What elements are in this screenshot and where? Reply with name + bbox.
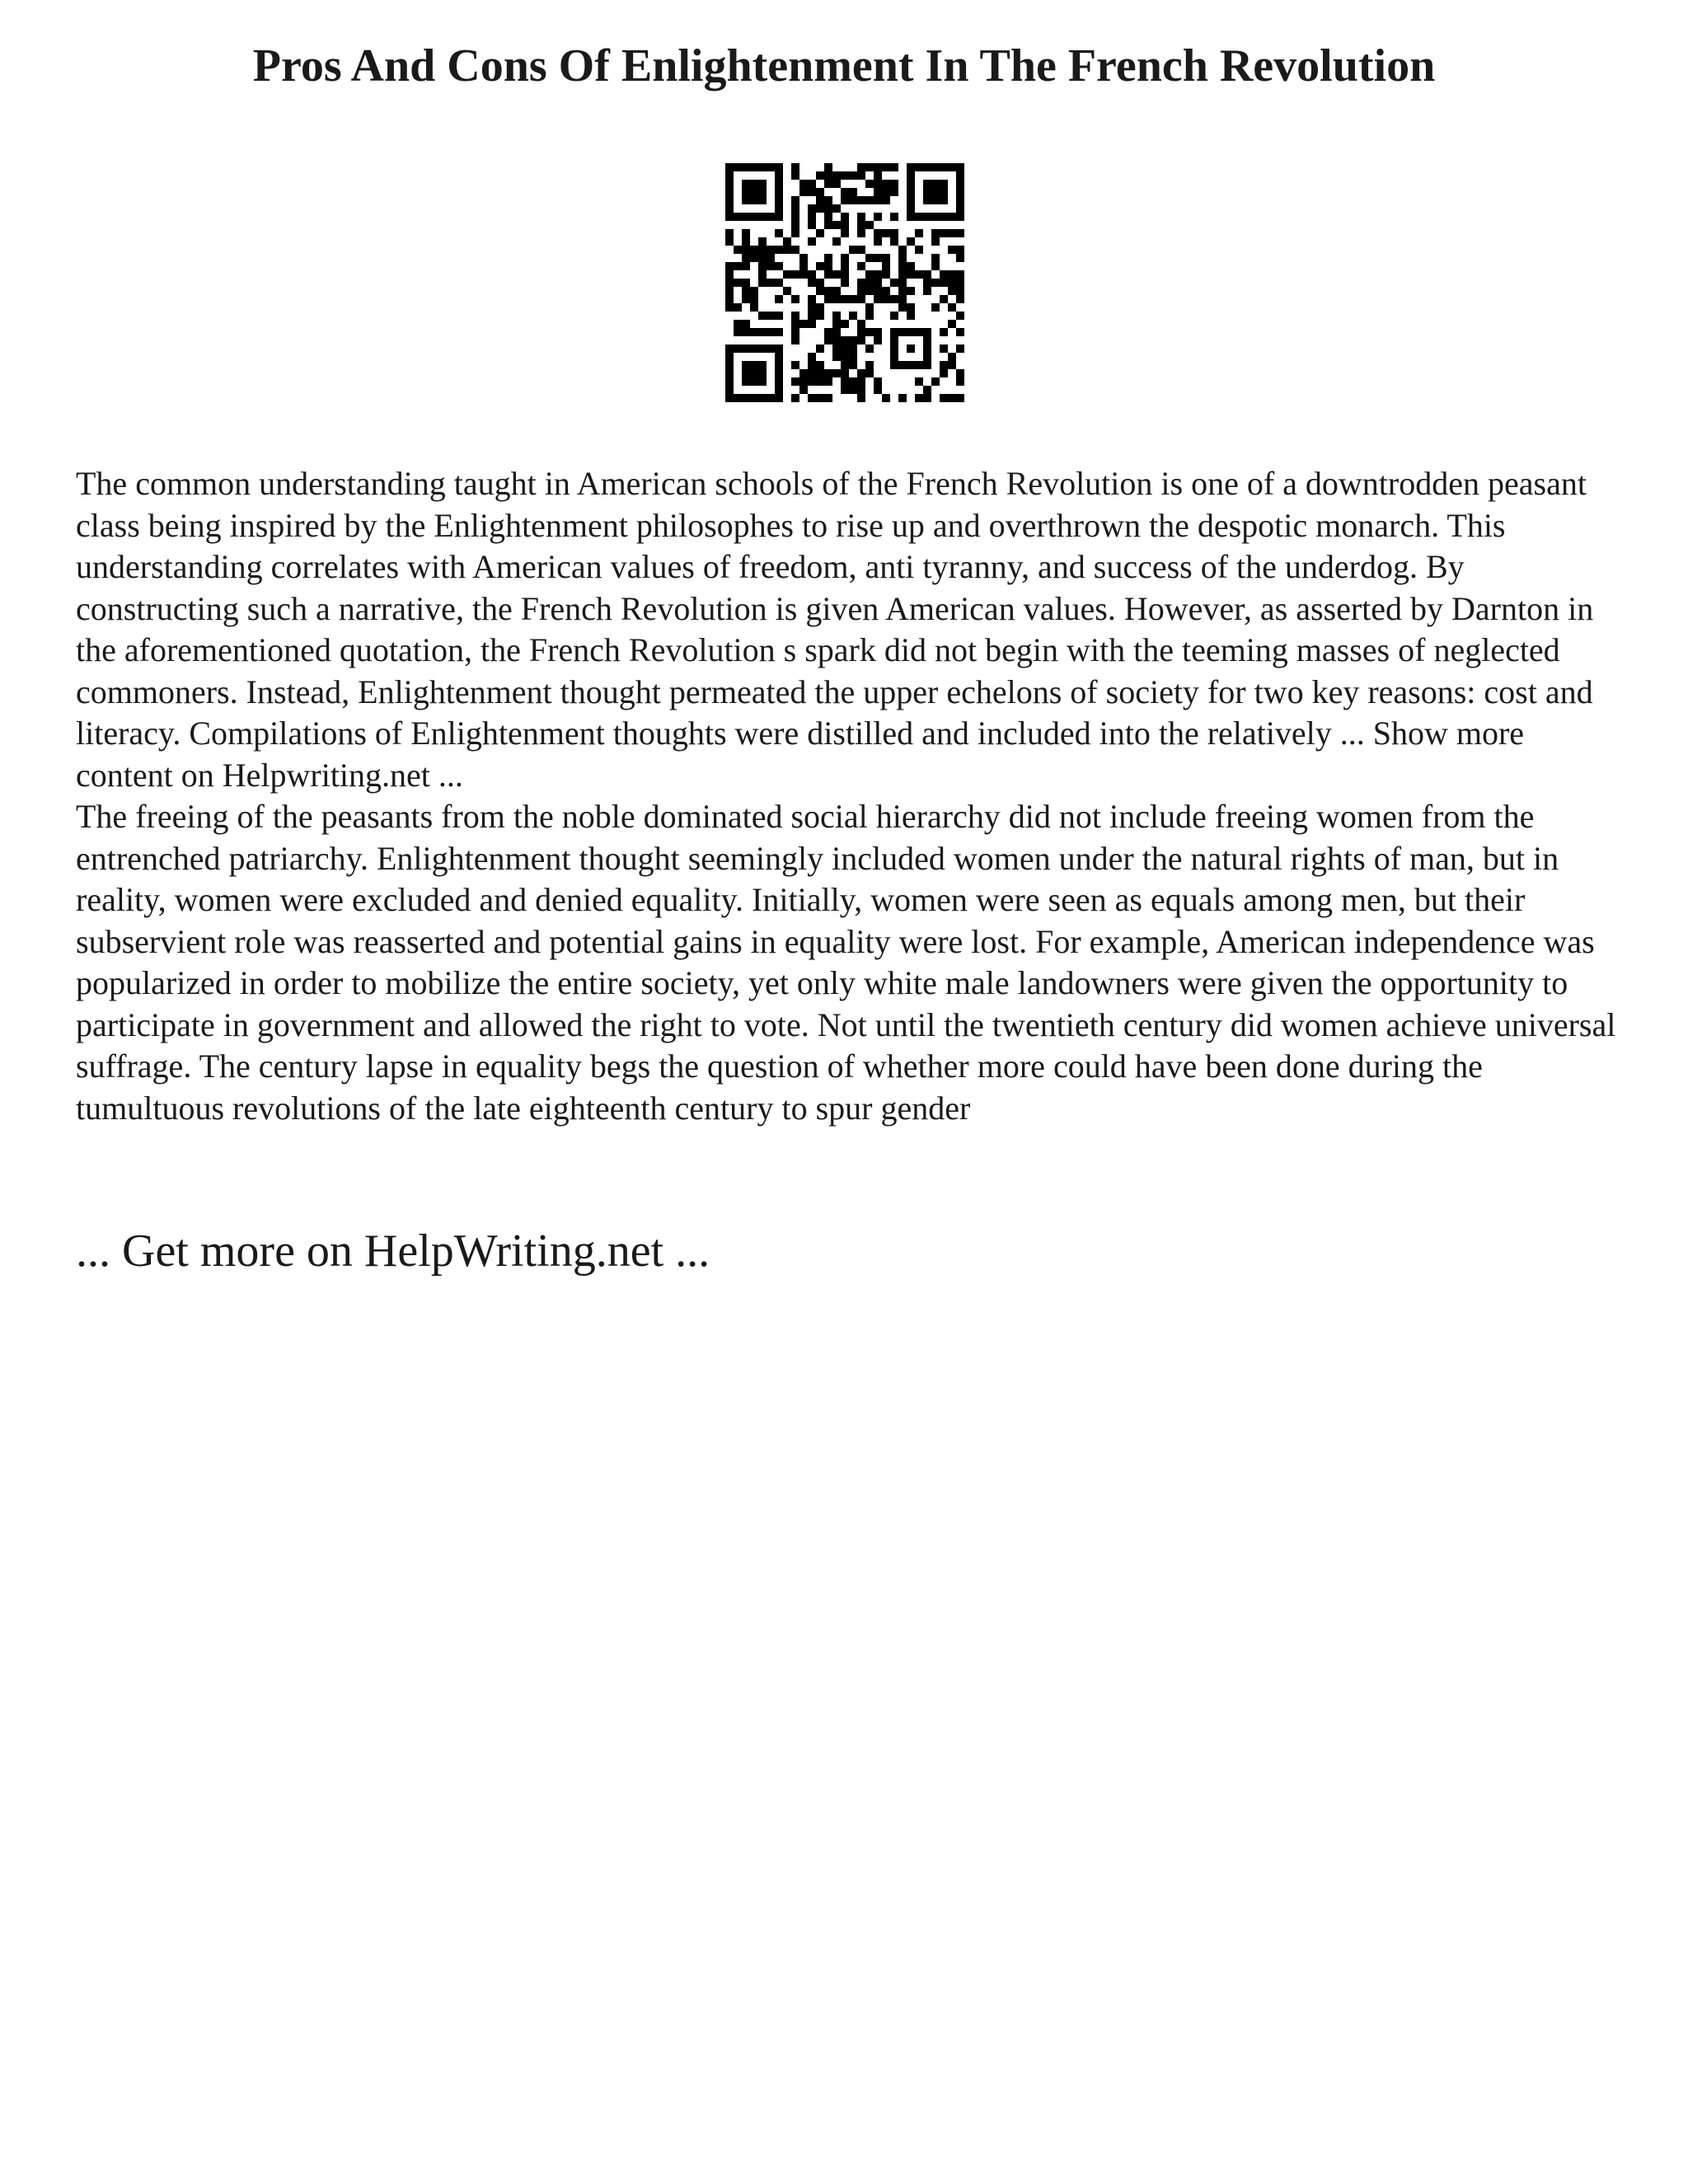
paragraph-2: The freeing of the peasants from the noble dominated social hierarchy did not include freeing women from the entrenched patriarchy. Enlightenment thought seemingly included women under the natural rights of man, but in reality, women were excluded and denied equality. Initially, women were seen as equals among men, but their subservient role was reasserted and potential gains in equality were lost. For example, American independence was popularized in order to mobilize the entire society, yet only white male landowners were given the opportunity to participate in government and allowed the right to vote. Not until the twentieth century did women achieve universal suffrage. The century lapse in equality begs the question of whether more could have been done during the tumultuous revolutions of the late eighteenth century to spur gender [76,798,1616,1127]
qr-code-icon [725,163,964,402]
page-title: Pros And Cons Of Enlightenment In The French Revolution [252,40,1436,91]
article-body [76,463,1625,1129]
get-more-link[interactable]: ... Get more on HelpWriting.net ... [76,1226,710,1277]
paragraph-1: The common understanding taught in American schools of the French Revolution is one of a downtrodden peasant class being inspired by the Enlightenment philosophes to rise up and overthrown the despotic monarch. This understanding correlates with American values of freedom, anti tyranny, and success of the underdog. By constructing such a narrative, the French Revolution is given American values. However, as asserted by Darnton in the aforementioned quotation, the French Revolution s spark did not begin with the teeming masses of neglected commoners. Instead, Enlightenment thought permeated the upper echelons of society for two key reasons: cost and literacy. Compilations of Enlightenment thoughts were distilled and included into the relatively ... Show more content on Helpwriting.net ... [76,465,1594,794]
